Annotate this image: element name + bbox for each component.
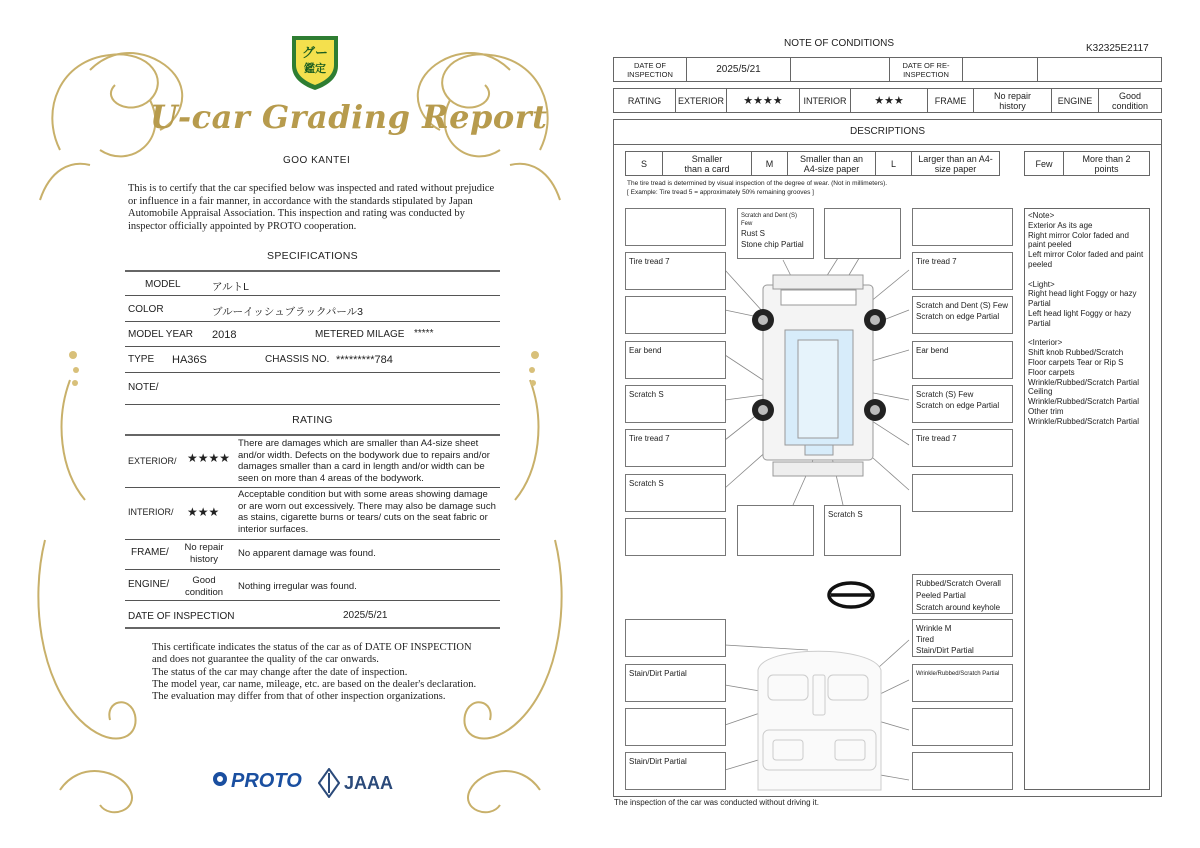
reinspection-value-cell [962,57,1038,82]
steering-note-2: Peeled Partial [916,591,966,600]
left-box-3 [625,296,726,334]
descriptions-heading: DESCRIPTIONS [849,126,925,137]
top-center-box-2 [824,208,901,259]
interior-label: INTERIOR/ [128,507,174,517]
date-of-inspection-label: DATE OF INSPECTION [613,57,687,82]
note-label: NOTE/ [128,382,159,393]
interior-right-box-wrinkle: Wrinkle/Rubbed/Scratch Partial [912,664,1013,702]
legend-m-key: M [751,151,788,176]
right-box-scratch-few-2: Scratch on edge Partial [916,401,1000,410]
jaaa-logo [318,768,394,803]
right-box-7 [912,474,1013,512]
model-year-value: 2018 [212,329,237,341]
right-box-tire-front: Tire tread 7 [912,252,1013,290]
right-box-1 [912,208,1013,246]
interior-right-note-3: Stain/Dirt Partial [916,646,974,655]
legend-s-key: S [625,151,663,176]
bottom-center-box-1 [737,505,814,556]
bottom-center-box-scratch: Scratch S [824,505,901,556]
proto-logo-text: PROTO [231,770,302,792]
legend-s-text: Smaller than a card [662,151,752,176]
exterior-description: There are damages which are smaller than A4-size sheet and/or width. Defects on the bodywork due to repairs and/or damages smaller than a card in length and/or width can be seen on more than 4 areas of the bodywork. [238,438,490,484]
report-title: U-car Grading Report [150,98,548,136]
engine-value: Good condition [184,575,224,598]
right-box-scratch-few-1: Scratch (S) Few [916,390,974,399]
right-box-scratch-few [912,385,1013,423]
interior-right-box-1 [912,619,1013,657]
left-box-scratch-2: Scratch S [625,474,726,512]
legend-few-text: More than 2 points [1063,151,1150,176]
proto-logo-mark-icon [213,772,227,786]
type-label: TYPE [128,354,155,365]
type-value: HA36S [172,354,207,366]
notes-text: <Note> Exterior As its age Right mirror Color faded and paint peeled Left mirror Color faded and paint peeled <Light> Right head light Foggy or hazy Partial Left head light Foggy or hazy Partial <Interior> Shift knob Rubbed/Scratch Floor carpets Tear or Rip S Floor carpets Wrinkle/Rubbed/Scratch Partial Ceiling Wrinkle/Rubbed/Scratch Partial Other trim Wrinkle/Rubbed/Scratch Partial [1028,211,1144,426]
specifications-heading: SPECIFICATIONS [267,250,358,262]
right-box-scratch-dent-1: Scratch and Dent (S) Few [916,301,1009,310]
interior-label-right: INTERIOR [799,88,851,113]
steering-wheel-box [912,574,1013,614]
tread-note-2: [ Example: Tire tread 5 = approximately 50% remaining grooves ] [627,189,814,196]
left-box-scratch-1: Scratch S [625,385,726,423]
interior-left-box-stain: Stain/Dirt Partial [625,664,726,702]
color-label: COLOR [128,304,164,315]
frame-description: No apparent damage was found. [238,548,376,559]
interior-right-note-2: Tired [916,635,934,644]
left-box-8 [625,518,726,556]
tread-note-1: The tire tread is determined by visual inspection of the degree of wear. (Not in millimeters). [627,180,888,187]
top-center-small-note: Scratch and Dent (S) Few [741,213,798,227]
model-label: MODEL [145,279,181,290]
left-box-1 [625,208,726,246]
steering-note-1: Rubbed/Scratch Overall [916,579,1001,588]
left-box-tire-rear: Tire tread 7 [625,429,726,467]
chassis-value: *********784 [336,354,393,366]
interior-right-box-4 [912,752,1013,790]
date-of-reinspection-label: DATE OF RE-INSPECTION [889,57,963,82]
badge-bottom-text: 鑑定 [304,63,326,75]
inspection-date-label: DATE OF INSPECTION [128,611,235,622]
interior-left-box-1 [625,619,726,657]
mileage-label: METERED MILAGE [315,329,405,340]
notes-title: NOTE OF CONDITIONS [784,38,894,49]
frame-label-right: FRAME [927,88,974,113]
left-box-ear-bend: Ear bend [625,341,726,379]
engine-value-right: Good condition [1098,88,1162,113]
model-year-label: MODEL YEAR [128,329,194,340]
date-blank-cell [790,57,890,82]
frame-value: No repair history [184,542,224,565]
certificate-text: This is to certify that the car specified below was inspected and rated without prejudice or influence in a fair manner, in accordance with the standards stipulated by Japan Automobile Appraisal Association. This inspection and rating was conducted by inspector officially appointed by PROTO cooperation. [128,183,495,232]
legend-l-text: Larger than an A4-size paper [911,151,1000,176]
steering-note-3: Scratch around keyhole [916,603,1001,612]
jaaa-logo-text: JAAA [344,773,394,793]
inspection-footer-note: The inspection of the car was conducted without driving it. [614,798,819,807]
frame-label: FRAME/ [131,547,169,558]
top-center-box [737,208,814,259]
badge-top-text: グー [301,45,328,60]
right-box-scratch-dent [912,296,1013,334]
reinspection-blank-cell [1037,57,1162,82]
jaaa-emblem-icon [318,768,340,798]
frame-value-right: No repair history [973,88,1052,113]
rating-label: RATING [613,88,676,113]
engine-label: ENGINE/ [128,579,170,590]
left-box-tire-front: Tire tread 7 [625,252,726,290]
report-subtitle: GOO KANTEI [283,155,351,166]
exterior-label: EXTERIOR/ [128,456,177,466]
certificate-footer: This certificate indicates the status of the car as of DATE OF INSPECTION and does not guarantee the quality of the car onwards. The status of the car may change after the date of inspection. The model year, car name, mileage, etc. are based on the dealer's declaration. The evaluation may differ from that of other inspection organizations. [152,642,477,703]
engine-label-right: ENGINE [1051,88,1099,113]
right-box-tire-rear: Tire tread 7 [912,429,1013,467]
inspection-date-value: 2025/5/21 [343,610,388,621]
interior-description: Acceptable condition but with some areas showing damage or are worn out excessively. There may also be damage such as stains, cigarette burns or tears/ cuts on the seat fabric or interior surfaces. [238,489,496,535]
engine-description: Nothing irregular was found. [238,581,357,592]
interior-left-box-3 [625,708,726,746]
model-value: アルトL [212,281,249,293]
legend-l-key: L [875,151,912,176]
exterior-stars: ★★★★ [187,451,231,465]
right-box-scratch-dent-2: Scratch on edge Partial [916,312,1000,321]
legend-m-text: Smaller than an A4-size paper [787,151,876,176]
interior-stars-right: ★★★ [850,88,928,113]
goo-kantei-badge [288,32,342,92]
interior-stars: ★★★ [187,505,220,519]
interior-left-box-stain-2: Stain/Dirt Partial [625,752,726,790]
interior-right-note-1: Wrinkle M [916,624,952,633]
top-center-note-2: Stone chip Partial [741,240,804,249]
color-value: ブルーイッシュブラックパール3 [212,306,363,318]
date-of-inspection-value: 2025/5/21 [686,57,791,82]
exterior-label-right: EXTERIOR [675,88,727,113]
document-id: K32325E2117 [1086,43,1149,54]
chassis-label: CHASSIS NO. [265,354,330,365]
exterior-stars-right: ★★★★ [726,88,800,113]
rating-heading: RATING [292,414,333,426]
interior-right-box-3 [912,708,1013,746]
legend-few-key: Few [1024,151,1064,176]
top-center-note-1: Rust S [741,229,766,238]
mileage-value: ***** [414,328,434,339]
right-box-ear-bend: Ear bend [912,341,1013,379]
